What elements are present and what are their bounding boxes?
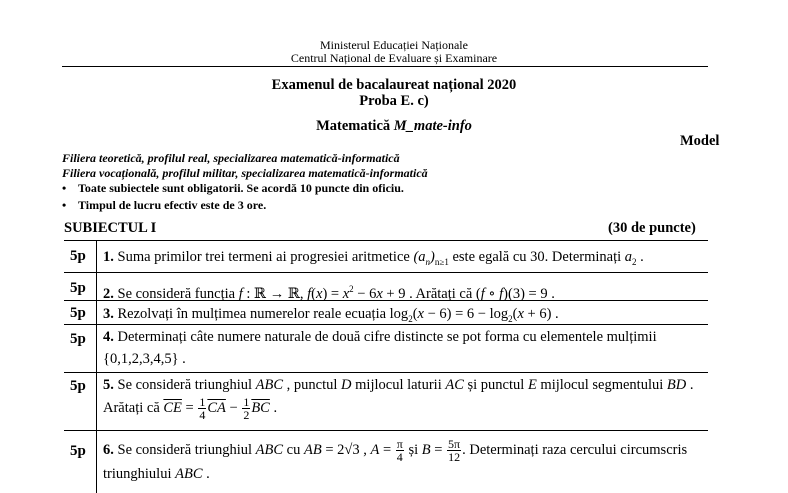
- item-number-5: 5.: [103, 377, 114, 393]
- header-divider: [62, 66, 708, 67]
- item-number-3: 3.: [103, 306, 114, 322]
- section-title: SUBIECTUL I: [64, 220, 157, 236]
- exam-subject: [0, 118, 788, 135]
- item-points-2: 5p: [70, 280, 86, 296]
- item-number-4: 4.: [103, 329, 114, 345]
- ministry-name: Ministerul Educației Naționale: [320, 38, 468, 52]
- item-6: 6. Se consideră triunghiul ABC cu AB = 2√3 , A = $\frac{\pi}{4}$ și B = $\frac{5\pi}{12}$ . Determinați raza cercului circumscris triunghiului ABC .: [103, 437, 688, 482]
- item-points-5: 5p: [70, 378, 86, 394]
- item-number-6: 6.: [103, 441, 114, 458]
- item-points-3: 5p: [70, 305, 86, 321]
- item-4: 4. Determinați câte numere naturale de două cifre distincte se pot forma cu elementele mulțimii {0,1,2,3,4,5} .: [103, 329, 657, 367]
- rule-item-1: • Toate subiectele sunt obligatorii. Se acordă 10 puncte din oficiu.: [62, 181, 404, 195]
- row-divider: [64, 430, 708, 431]
- item-points-4: 5p: [70, 331, 86, 347]
- exam-proba: Proba E. c): [359, 93, 429, 109]
- item-number-2: 2.: [103, 285, 114, 302]
- item-points-1: 5p: [70, 248, 86, 264]
- subject-prefix: Matematică: [316, 118, 394, 134]
- row-divider: [64, 324, 708, 325]
- rule-text-2: Timpul de lucru efectiv este de 3 ore.: [78, 198, 267, 212]
- exam-title: Examenul de bacalaureat național 2020: [271, 77, 517, 93]
- item-number-1: 1.: [103, 249, 114, 265]
- row-divider: [64, 300, 708, 301]
- item-points-6: 5p: [70, 443, 86, 459]
- section-points: (30 de puncte): [608, 220, 696, 236]
- item-1: 1. Suma primilor trei termeni ai progresiei aritmetice $(a_n)_{n\ge 1}$ este egală cu 30. Determinați $a_2$ .: [103, 249, 644, 267]
- center-name: Centrul Național de Evaluare și Examinare: [290, 51, 498, 65]
- row-divider: [64, 372, 708, 373]
- rule-text-1: Toate subiectele sunt obligatorii. Se acordă 10 puncte din oficiu.: [78, 181, 404, 195]
- subject-name: M_mate-info: [393, 118, 472, 134]
- item-3: 3. Rezolvați în mulțimea numerelor reale ecuația $\log_2(x - 6) = 6 - \log_2(x + 6)$ .: [103, 306, 559, 324]
- row-divider: [64, 272, 708, 273]
- filiera-1: Filiera teoretică, profilul real, specializarea matematică-informatică: [62, 151, 400, 165]
- table-column-line: [96, 241, 97, 493]
- section-divider: [64, 240, 708, 241]
- item-5: 5. Se consideră triunghiul ABC , punctul D mijlocul laturii AC și punctul E mijlocul segmentului BD . Arătați că $\overline{CE}$ = $\frac{1}{4}$ $\overline{CA}$ − $\frac{1}{2}$ $\overline{BC}$ .: [103, 377, 694, 422]
- item-2: 2. Se consideră funcția f : ℝ → ℝ, $f(x) = x^2 - 6x + 9$ . Arătați că (f ∘ f)(3) = 9 .: [103, 284, 555, 302]
- rule-item-2: • Timpul de lucru efectiv este de 3 ore.: [62, 198, 267, 212]
- filiera-2: Filiera vocațională, profilul militar, specializarea matematică-informatică: [62, 166, 428, 180]
- model-label: Model: [680, 133, 720, 149]
